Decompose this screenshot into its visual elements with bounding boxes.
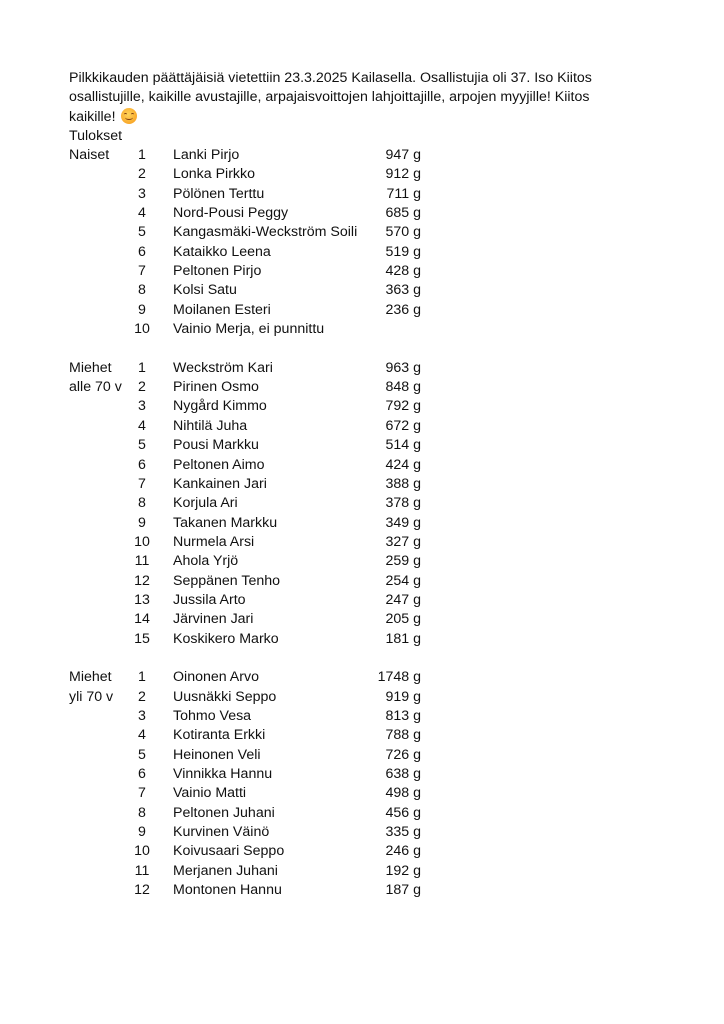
result-row: [69, 533, 429, 552]
catch-weight: 363 g: [385, 282, 421, 299]
participant-name: Nihtilä Juha: [173, 417, 248, 434]
result-row: [69, 185, 429, 204]
result-row: [69, 804, 429, 823]
result-row: [69, 301, 429, 320]
catch-weight: 711 g: [386, 185, 421, 202]
catch-weight: 514 g: [385, 437, 421, 454]
result-row: [69, 165, 429, 184]
rank-number: 2: [138, 379, 146, 396]
participant-name: Peltonen Juhani: [173, 804, 275, 821]
participant-name: Oinonen Arvo: [173, 669, 259, 686]
rank-number: 11: [134, 553, 150, 570]
rank-number: 9: [138, 514, 146, 531]
category-label: alle 70 v: [69, 379, 122, 396]
catch-weight: 672 g: [385, 417, 421, 434]
result-row: [69, 784, 429, 803]
rank-number: 13: [134, 591, 150, 608]
participant-name: Kankainen Jari: [173, 475, 267, 492]
rank-number: 10: [134, 533, 150, 550]
result-row: [69, 688, 429, 707]
result-row: [69, 223, 429, 242]
result-row: [69, 262, 429, 281]
result-row: [69, 397, 429, 416]
participant-name: Kangasmäki-Weckström Soili: [173, 224, 358, 241]
category-label: Miehet: [69, 669, 112, 686]
participant-name: Seppänen Tenho: [173, 572, 281, 589]
participant-name: Montonen Hannu: [173, 882, 282, 899]
participant-name: Takanen Markku: [173, 514, 278, 531]
rank-number: 2: [138, 688, 146, 705]
rank-number: 5: [138, 437, 146, 454]
catch-weight: 428 g: [385, 263, 421, 280]
participant-name: Kolsi Satu: [173, 282, 237, 299]
catch-weight: 788 g: [385, 727, 421, 744]
catch-weight: 638 g: [385, 766, 421, 782]
participant-name: Weckström Kari: [173, 359, 273, 376]
result-row: [69, 707, 429, 726]
participant-name: Uusnäkki Seppo: [173, 688, 277, 705]
catch-weight: 726 g: [385, 746, 421, 763]
rank-number: 5: [138, 224, 146, 241]
result-group: [69, 146, 429, 339]
participant-name: Vinnikka Hannu: [173, 766, 273, 782]
catch-weight: 919 g: [385, 688, 421, 705]
participant-name: Jussila Arto: [173, 591, 246, 608]
participant-name: Kotiranta Erkki: [173, 727, 266, 744]
result-row: [69, 842, 429, 861]
result-row: [69, 552, 429, 571]
catch-weight: 685 g: [385, 205, 421, 222]
results-heading: Tulokset: [69, 128, 123, 145]
catch-weight: 259 g: [385, 553, 421, 570]
group-spacer: [69, 339, 429, 358]
catch-weight: 349 g: [385, 514, 421, 531]
participant-name: Koskikero Marko: [173, 630, 279, 647]
rank-number: 9: [138, 301, 146, 318]
participant-name: Peltonen Pirjo: [173, 263, 262, 280]
group-spacer: [69, 649, 429, 668]
participant-name: Tohmo Vesa: [173, 707, 252, 724]
category-label: Miehet: [69, 359, 112, 376]
rank-number: 1: [138, 359, 146, 376]
catch-weight: 236 g: [385, 301, 421, 318]
rank-number: 11: [134, 862, 150, 879]
result-row: [69, 514, 429, 533]
result-row: [69, 243, 429, 262]
participant-name: Vainio Matti: [173, 785, 247, 802]
rank-number: 4: [138, 417, 146, 434]
participant-name: Nurmela Arsi: [173, 533, 255, 550]
rank-number: 3: [138, 398, 146, 415]
rank-number: 1: [138, 147, 146, 163]
catch-weight: 813 g: [385, 707, 421, 724]
catch-weight: 247 g: [385, 591, 421, 608]
rank-number: 7: [138, 785, 146, 802]
participant-name: Peltonen Aimo: [173, 456, 265, 473]
participant-name: Koivusaari Seppo: [173, 843, 285, 860]
smiling-face-icon: [121, 108, 137, 124]
catch-weight: 456 g: [385, 804, 421, 821]
participant-name: Nygård Kimmo: [173, 398, 267, 415]
category-label: yli 70 v: [69, 688, 114, 705]
catch-weight: 792 g: [385, 398, 421, 415]
rank-number: 9: [138, 824, 146, 841]
result-row: [69, 475, 429, 494]
participant-name: Vainio Merja, ei punnittu: [173, 321, 325, 338]
intro-paragraph: [69, 69, 629, 147]
rank-number: 10: [134, 321, 150, 338]
result-row: [69, 630, 429, 649]
participant-name: Lonka Pirkko: [173, 166, 256, 183]
catch-weight: 963 g: [385, 359, 421, 376]
rank-number: 3: [138, 185, 146, 202]
catch-weight: 254 g: [385, 572, 421, 589]
result-row: [69, 610, 429, 629]
result-row: [69, 881, 429, 900]
result-row: [69, 494, 429, 513]
result-row: [69, 359, 429, 378]
category-label: Naiset: [69, 147, 110, 163]
catch-weight: 519 g: [385, 243, 421, 260]
participant-name: Lanki Pirjo: [173, 147, 240, 163]
results-table: [69, 146, 429, 900]
result-row: [69, 572, 429, 591]
rank-number: 12: [134, 572, 150, 589]
result-row: [69, 456, 429, 475]
rank-number: 8: [138, 495, 146, 512]
result-row: [69, 746, 429, 765]
catch-weight: 192 g: [385, 862, 421, 879]
result-group: [69, 668, 429, 900]
catch-weight: 1748 g: [377, 669, 421, 686]
result-row: [69, 146, 429, 165]
result-row: [69, 320, 429, 339]
catch-weight: 498 g: [385, 785, 421, 802]
catch-weight: 947 g: [385, 147, 421, 163]
participant-name: Pirinen Osmo: [173, 379, 259, 396]
participant-name: Kurvinen Väinö: [173, 824, 270, 841]
rank-number: 6: [138, 766, 146, 782]
catch-weight: 912 g: [385, 166, 421, 183]
rank-number: 5: [138, 746, 146, 763]
catch-weight: 181 g: [385, 630, 421, 647]
result-row: [69, 417, 429, 436]
result-row: [69, 862, 429, 881]
rank-number: 6: [138, 243, 146, 260]
participant-name: Nord-Pousi Peggy: [173, 205, 289, 222]
catch-weight: 848 g: [385, 379, 421, 396]
rank-number: 3: [138, 707, 146, 724]
participant-name: Ahola Yrjö: [173, 553, 239, 570]
rank-number: 7: [138, 475, 146, 492]
result-row: [69, 378, 429, 397]
result-row: [69, 726, 429, 745]
result-row: [69, 765, 429, 784]
result-group: [69, 359, 429, 649]
result-row: [69, 204, 429, 223]
result-row: [69, 823, 429, 842]
result-row: [69, 281, 429, 300]
participant-name: Merjanen Juhani: [173, 862, 278, 879]
participant-name: Moilanen Esteri: [173, 301, 271, 318]
catch-weight: 570 g: [385, 224, 421, 241]
rank-number: 14: [134, 611, 150, 628]
catch-weight: 205 g: [385, 611, 421, 628]
participant-name: Pousi Markku: [173, 437, 259, 454]
catch-weight: 335 g: [385, 824, 421, 841]
rank-number: 4: [138, 205, 146, 222]
rank-number: 2: [138, 166, 146, 183]
rank-number: 7: [138, 263, 146, 280]
rank-number: 4: [138, 727, 146, 744]
rank-number: 1: [138, 669, 146, 686]
participant-name: Kataikko Leena: [173, 243, 271, 260]
catch-weight: 327 g: [385, 533, 421, 550]
result-row: [69, 436, 429, 455]
catch-weight: 378 g: [385, 495, 421, 512]
participant-name: Järvinen Jari: [173, 611, 254, 628]
catch-weight: 388 g: [385, 475, 421, 492]
rank-number: 8: [138, 804, 146, 821]
participant-name: Heinonen Veli: [173, 746, 261, 763]
intro-text: Pilkkikauden päättäjäisiä vietettiin 23.3.2025 Kailasella. Osallistujia oli 37. Iso Kiitos osallistujille, kaikille avustajille, arpajaisvoittojen lahjoittajille, arpojen myyjille! Kiitos kaikille!: [69, 70, 592, 125]
catch-weight: 424 g: [385, 456, 421, 473]
catch-weight: 246 g: [385, 843, 421, 860]
rank-number: 8: [138, 282, 146, 299]
result-row: [69, 668, 429, 687]
result-row: [69, 591, 429, 610]
rank-number: 6: [138, 456, 146, 473]
rank-number: 15: [134, 630, 150, 647]
participant-name: Korjula Ari: [173, 495, 238, 512]
catch-weight: 187 g: [385, 882, 421, 899]
participant-name: Pölönen Terttu: [173, 185, 265, 202]
rank-number: 12: [134, 882, 150, 899]
rank-number: 10: [134, 843, 150, 860]
